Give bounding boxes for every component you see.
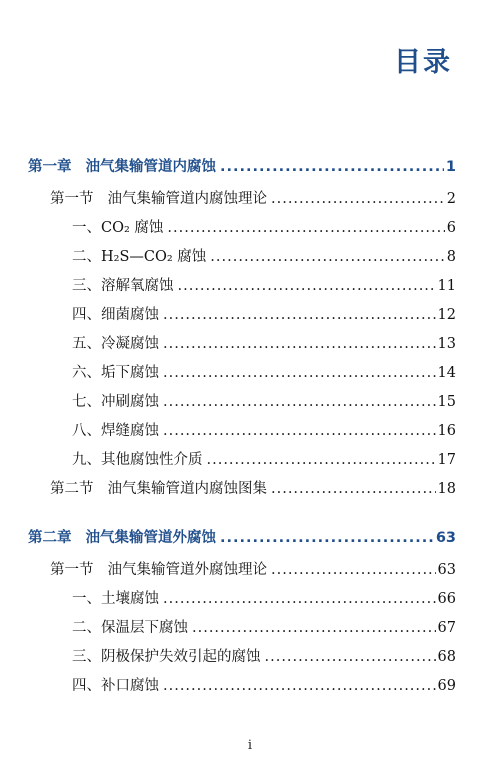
toc-item[interactable] bbox=[72, 361, 456, 382]
page-number: 67 bbox=[437, 620, 456, 636]
page-number: 13 bbox=[437, 336, 456, 352]
chapter-number: 第二章 bbox=[28, 530, 72, 546]
page-number: 14 bbox=[437, 365, 456, 381]
page-number: 63 bbox=[437, 562, 456, 578]
page-number: 6 bbox=[446, 220, 456, 236]
toc-item[interactable] bbox=[72, 448, 456, 469]
item-title: 二、保温层下腐蚀 bbox=[72, 620, 188, 636]
leader-dots bbox=[220, 530, 434, 546]
toc-section[interactable] bbox=[50, 187, 456, 208]
toc-item[interactable] bbox=[72, 332, 456, 353]
leader-dots bbox=[178, 278, 436, 294]
item-title: 九、其他腐蚀性介质 bbox=[72, 452, 203, 468]
leader-dots bbox=[265, 649, 436, 665]
footer-page-number: i bbox=[247, 738, 253, 753]
page-number: 16 bbox=[437, 423, 456, 439]
leader-dots bbox=[192, 620, 436, 636]
section-title: 油气集输管道内腐蚀理论 bbox=[107, 191, 267, 207]
leader-dots bbox=[163, 307, 436, 323]
leader-dots bbox=[271, 481, 436, 497]
item-title: 六、垢下腐蚀 bbox=[72, 365, 159, 381]
toc-item[interactable] bbox=[72, 616, 456, 637]
toc-item[interactable] bbox=[72, 674, 456, 695]
toc-item[interactable] bbox=[72, 419, 456, 440]
page-number: 8 bbox=[446, 249, 456, 265]
leader-dots bbox=[163, 394, 436, 410]
toc-item[interactable] bbox=[72, 216, 456, 237]
item-title: 一、土壤腐蚀 bbox=[72, 591, 159, 607]
section-number: 第二节 bbox=[50, 481, 94, 497]
page-number: 1 bbox=[445, 159, 456, 175]
toc-item[interactable] bbox=[72, 274, 456, 295]
toc-item[interactable] bbox=[72, 245, 456, 266]
item-title: 一、CO₂ 腐蚀 bbox=[72, 220, 164, 236]
section-number: 第一节 bbox=[50, 562, 94, 578]
toc-item[interactable] bbox=[72, 303, 456, 324]
leader-dots bbox=[167, 220, 444, 236]
toc-item[interactable] bbox=[72, 645, 456, 666]
page-number: 17 bbox=[437, 452, 456, 468]
page-number: 68 bbox=[437, 649, 456, 665]
toc-chapter[interactable] bbox=[28, 155, 456, 176]
section-title: 油气集输管道外腐蚀理论 bbox=[107, 562, 267, 578]
page-number: 11 bbox=[437, 278, 456, 294]
leader-dots bbox=[210, 249, 444, 265]
item-title: 三、溶解氧腐蚀 bbox=[72, 278, 174, 294]
leader-dots bbox=[220, 159, 444, 175]
leader-dots bbox=[163, 423, 436, 439]
toc-section[interactable] bbox=[50, 558, 456, 579]
page-number: 69 bbox=[437, 678, 456, 694]
page-title: 目录 bbox=[394, 47, 452, 78]
page-number: 12 bbox=[437, 307, 456, 323]
item-title: 五、冷凝腐蚀 bbox=[72, 336, 159, 352]
toc-chapter[interactable] bbox=[28, 526, 456, 547]
leader-dots bbox=[163, 365, 436, 381]
page-number: 18 bbox=[437, 481, 456, 497]
section-title: 油气集输管道内腐蚀图集 bbox=[107, 481, 267, 497]
item-title: 四、补口腐蚀 bbox=[72, 678, 159, 694]
toc-item[interactable] bbox=[72, 587, 456, 608]
item-title: 二、H₂S—CO₂ 腐蚀 bbox=[72, 249, 207, 265]
item-title: 八、焊缝腐蚀 bbox=[72, 423, 159, 439]
chapter-title: 油气集输管道外腐蚀 bbox=[85, 530, 216, 546]
toc-item[interactable] bbox=[72, 390, 456, 411]
leader-dots bbox=[163, 591, 436, 607]
toc-section[interactable] bbox=[50, 477, 456, 498]
leader-dots bbox=[163, 678, 436, 694]
leader-dots bbox=[271, 191, 445, 207]
item-title: 七、冲刷腐蚀 bbox=[72, 394, 159, 410]
page-number: 66 bbox=[437, 591, 456, 607]
item-title: 三、阴极保护失效引起的腐蚀 bbox=[72, 649, 261, 665]
chapter-number: 第一章 bbox=[28, 159, 72, 175]
section-number: 第一节 bbox=[50, 191, 94, 207]
leader-dots bbox=[163, 336, 436, 352]
chapter-title: 油气集输管道内腐蚀 bbox=[85, 159, 216, 175]
page-number: 63 bbox=[435, 530, 456, 546]
item-title: 四、细菌腐蚀 bbox=[72, 307, 159, 323]
leader-dots bbox=[271, 562, 436, 578]
page-number: 15 bbox=[437, 394, 456, 410]
leader-dots bbox=[207, 452, 436, 468]
page-number: 2 bbox=[446, 191, 456, 207]
